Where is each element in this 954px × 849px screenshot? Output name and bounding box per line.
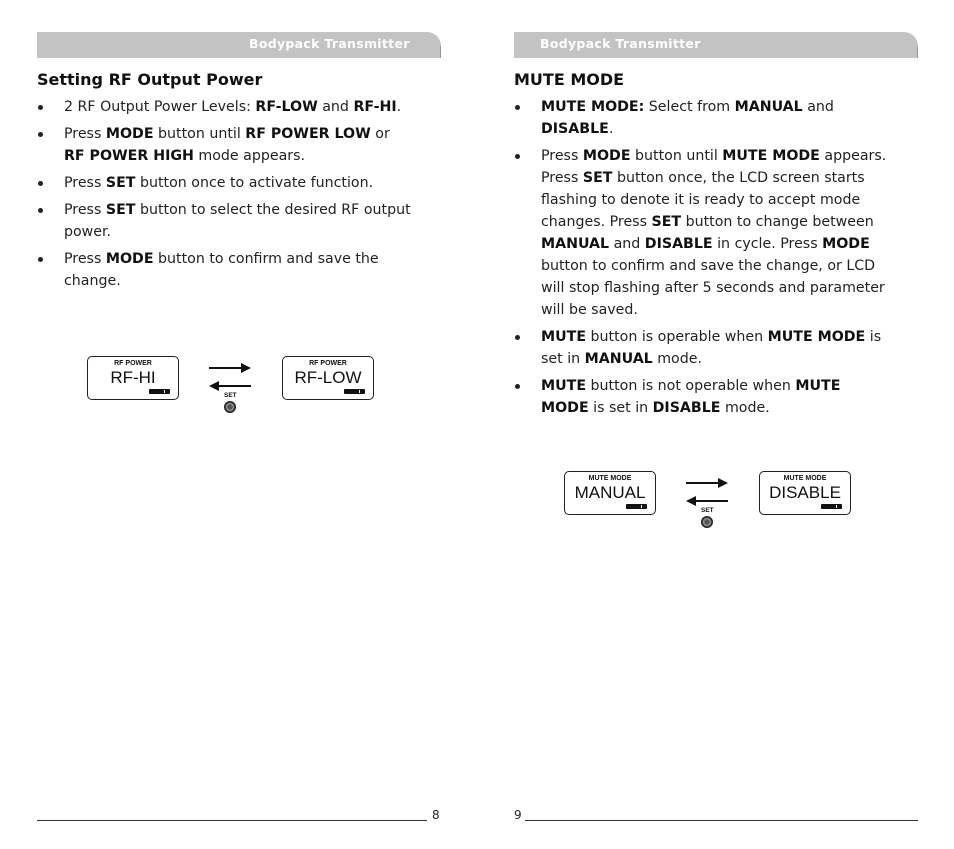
lcd-caption: RF POWER (114, 360, 152, 367)
set-label: SET (701, 507, 714, 514)
text-run: is (865, 329, 882, 345)
text-run: Select from (644, 99, 735, 115)
bullet-item (514, 145, 918, 321)
bold-term: MANUAL (584, 351, 653, 367)
bold-term: RF-LOW (255, 99, 318, 115)
text-run: mode appears. (193, 148, 306, 164)
toggle-arrows-icon (207, 362, 253, 392)
mute-mode-diagram (564, 471, 854, 541)
text-run: button is operable when (586, 329, 768, 345)
text-run: mode. (720, 400, 770, 416)
section-title: MUTE MODE (514, 70, 625, 89)
text-run: appears. (819, 148, 887, 164)
lcd-display-disable (759, 471, 851, 515)
bold-term: MANUAL (734, 99, 803, 115)
text-run: button until (630, 148, 723, 164)
text-run: Press (64, 251, 106, 267)
text-run: and (609, 236, 645, 252)
bullet-dot-icon (38, 105, 43, 110)
text-run: or (370, 126, 390, 142)
text-run: and (317, 99, 354, 115)
header-title: Bodypack Transmitter (540, 36, 701, 51)
bold-term: MODE (541, 400, 589, 416)
bold-term: MODE (105, 126, 154, 142)
text-run: Press (64, 202, 106, 218)
bold-term: MANUAL (541, 236, 610, 252)
bullet-dot-icon (515, 105, 520, 110)
text-run: button to confirm and save the change, or LCD (541, 258, 876, 274)
battery-icon (821, 504, 842, 509)
text-run: change. (64, 273, 121, 289)
bullet-dot-icon (515, 384, 520, 389)
text-run: will be saved. (541, 302, 638, 318)
bullet-item (514, 375, 918, 419)
bold-term: MUTE (795, 378, 841, 394)
set-label: SET (224, 392, 237, 399)
text-run: is set in (588, 400, 653, 416)
lcd-display-rf-hi (87, 356, 179, 400)
bullet-item (37, 172, 441, 194)
bold-term: SET (582, 170, 613, 186)
text-run: set in (541, 351, 585, 367)
footer-rule (37, 820, 427, 821)
bold-term: MUTE MODE (722, 148, 820, 164)
bold-term: SET (651, 214, 682, 230)
text-run: power. (64, 224, 112, 240)
right-page (514, 0, 918, 849)
bullet-dot-icon (38, 208, 43, 213)
bold-term: SET (105, 175, 136, 191)
lcd-caption: MUTE MODE (783, 475, 827, 482)
bullet-item (514, 326, 918, 370)
text-run: button to change between (681, 214, 874, 230)
text-run: button to select the desired RF output (135, 202, 411, 218)
lcd-value: MANUAL (574, 483, 646, 502)
bold-term: MODE (822, 236, 870, 252)
bold-term: RF-HI (353, 99, 397, 115)
text-run: 2 RF Output Power Levels: (64, 99, 256, 115)
page-header-bar (37, 32, 441, 58)
lcd-value: DISABLE (769, 483, 841, 502)
bullet-list (37, 96, 441, 297)
text-run: Press (541, 170, 583, 186)
text-run: button once to activate function. (135, 175, 374, 191)
page-header-bar (514, 32, 918, 58)
bullet-dot-icon (38, 181, 43, 186)
bullet-dot-icon (515, 154, 520, 159)
bold-term: DISABLE (644, 236, 713, 252)
text-run: changes. Press (541, 214, 652, 230)
bullet-item (37, 123, 441, 167)
bullet-item (37, 96, 441, 118)
rf-power-diagram (87, 356, 377, 426)
bold-term: MUTE MODE: (541, 99, 645, 115)
text-run: button until (153, 126, 246, 142)
footer-rule (525, 820, 918, 821)
text-run: Press (64, 126, 106, 142)
bold-term: MUTE MODE (767, 329, 866, 345)
bullet-item (514, 96, 918, 140)
set-button-icon (224, 401, 236, 413)
text-run: will stop flashing after 5 seconds and parameter (541, 280, 885, 296)
bold-term: MODE (105, 251, 154, 267)
battery-icon (149, 389, 170, 394)
text-run: Press (541, 148, 583, 164)
section-title: Setting RF Output Power (37, 70, 263, 89)
lcd-display-rf-low (282, 356, 374, 400)
lcd-value: RF-LOW (294, 368, 362, 387)
bold-term: DISABLE (541, 121, 609, 137)
bullet-list (514, 96, 918, 424)
text-run: mode. (652, 351, 702, 367)
page-number: 8 (432, 808, 440, 822)
bold-term: MODE (582, 148, 631, 164)
text-run: . (608, 121, 614, 137)
bullet-dot-icon (38, 132, 43, 137)
text-run: in cycle. Press (712, 236, 823, 252)
text-run: Press (64, 175, 106, 191)
text-run: and (802, 99, 834, 115)
bold-term: DISABLE (652, 400, 721, 416)
bold-term: MUTE (541, 378, 587, 394)
left-page (37, 0, 441, 849)
header-title: Bodypack Transmitter (249, 36, 410, 51)
bullet-dot-icon (515, 335, 520, 340)
bold-term: MUTE (541, 329, 587, 345)
set-button-icon (701, 516, 713, 528)
lcd-caption: RF POWER (309, 360, 347, 367)
bullet-dot-icon (38, 257, 43, 262)
bullet-item (37, 248, 441, 292)
text-run: button once, the LCD screen starts (612, 170, 865, 186)
lcd-display-manual (564, 471, 656, 515)
lcd-caption: MUTE MODE (588, 475, 632, 482)
text-run: button is not operable when (586, 378, 796, 394)
text-run: flashing to denote it is ready to accept mode (541, 192, 861, 208)
text-run: button to confirm and save the (153, 251, 379, 267)
page-number: 9 (514, 808, 522, 822)
toggle-arrows-icon (684, 477, 730, 507)
text-run: . (396, 99, 402, 115)
lcd-value: RF-HI (110, 368, 156, 387)
bold-term: RF POWER LOW (245, 126, 371, 142)
bullet-item (37, 199, 441, 243)
bold-term: RF POWER HIGH (64, 148, 194, 164)
bold-term: SET (105, 202, 136, 218)
battery-icon (344, 389, 365, 394)
battery-icon (626, 504, 647, 509)
